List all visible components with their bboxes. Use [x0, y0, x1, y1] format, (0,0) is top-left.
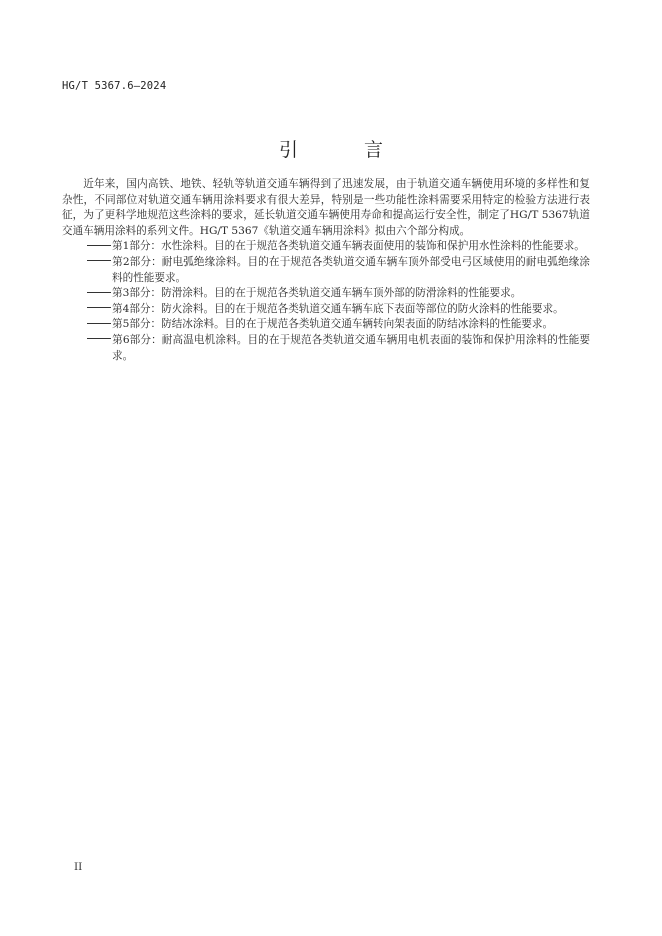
part-text: 第5部分：防结冰涂料。目的在于规范各类轨道交通车辆转向架表面的防结冰涂料的性能要求。: [112, 318, 554, 331]
list-item: [62, 302, 590, 318]
part-text: 第6部分：耐高温电机涂料。目的在于规范各类轨道交通车辆用电机表面的装饰和保护用涂料的性能要求。: [112, 333, 590, 362]
part-text: 第3部分：防滑涂料。目的在于规范各类轨道交通车辆车顶外部的防滑涂料的性能要求。: [112, 287, 522, 300]
list-item: [62, 333, 590, 364]
dash-bullet: [87, 286, 112, 302]
dash-bullet: [87, 317, 112, 333]
dash-bullet: [87, 333, 112, 349]
dash-bullet: [87, 255, 112, 271]
document-code: HG/T 5367.6—2024: [62, 80, 167, 92]
part-text: 第2部分：耐电弧绝缘涂料。目的在于规范各类轨道交通车辆车顶外部受电弓区域使用的耐电弧绝缘涂料的性能要求。: [112, 255, 590, 284]
document-body: [62, 177, 590, 364]
list-item: [62, 317, 590, 333]
intro-paragraph: 近年来，国内高铁、地铁、轻轨等轨道交通车辆得到了迅速发展，由于轨道交通车辆使用环境的多样性和复杂性，不同部位对轨道交通车辆用涂料要求有很大差异，特别是一些功能性涂料需要采用特定的检验方法进行表征，为了更科学地规范这些涂料的要求，延长轨道交通车辆使用寿命和提高运行安全性，制定了HG/T 5367轨道交通车辆用涂料的系列文件。HG/T 5367《轨道交通车辆用涂料》拟由六个部分构成。: [62, 178, 590, 237]
dash-bullet: [87, 302, 112, 318]
page-title: 引 言: [278, 139, 414, 161]
dash-bullet: [87, 239, 112, 255]
parts-list: [62, 239, 590, 364]
list-item: [62, 255, 590, 286]
page-number: II: [74, 861, 83, 873]
list-item: [62, 239, 590, 255]
part-text: 第1部分：水性涂料。目的在于规范各类轨道交通车辆表面使用的装饰和保护用水性涂料的性能要求。: [112, 240, 585, 253]
list-item: [62, 286, 590, 302]
part-text: 第4部分：防火涂料。目的在于规范各类轨道交通车辆车底下表面等部位的防火涂料的性能要求。: [112, 302, 564, 315]
